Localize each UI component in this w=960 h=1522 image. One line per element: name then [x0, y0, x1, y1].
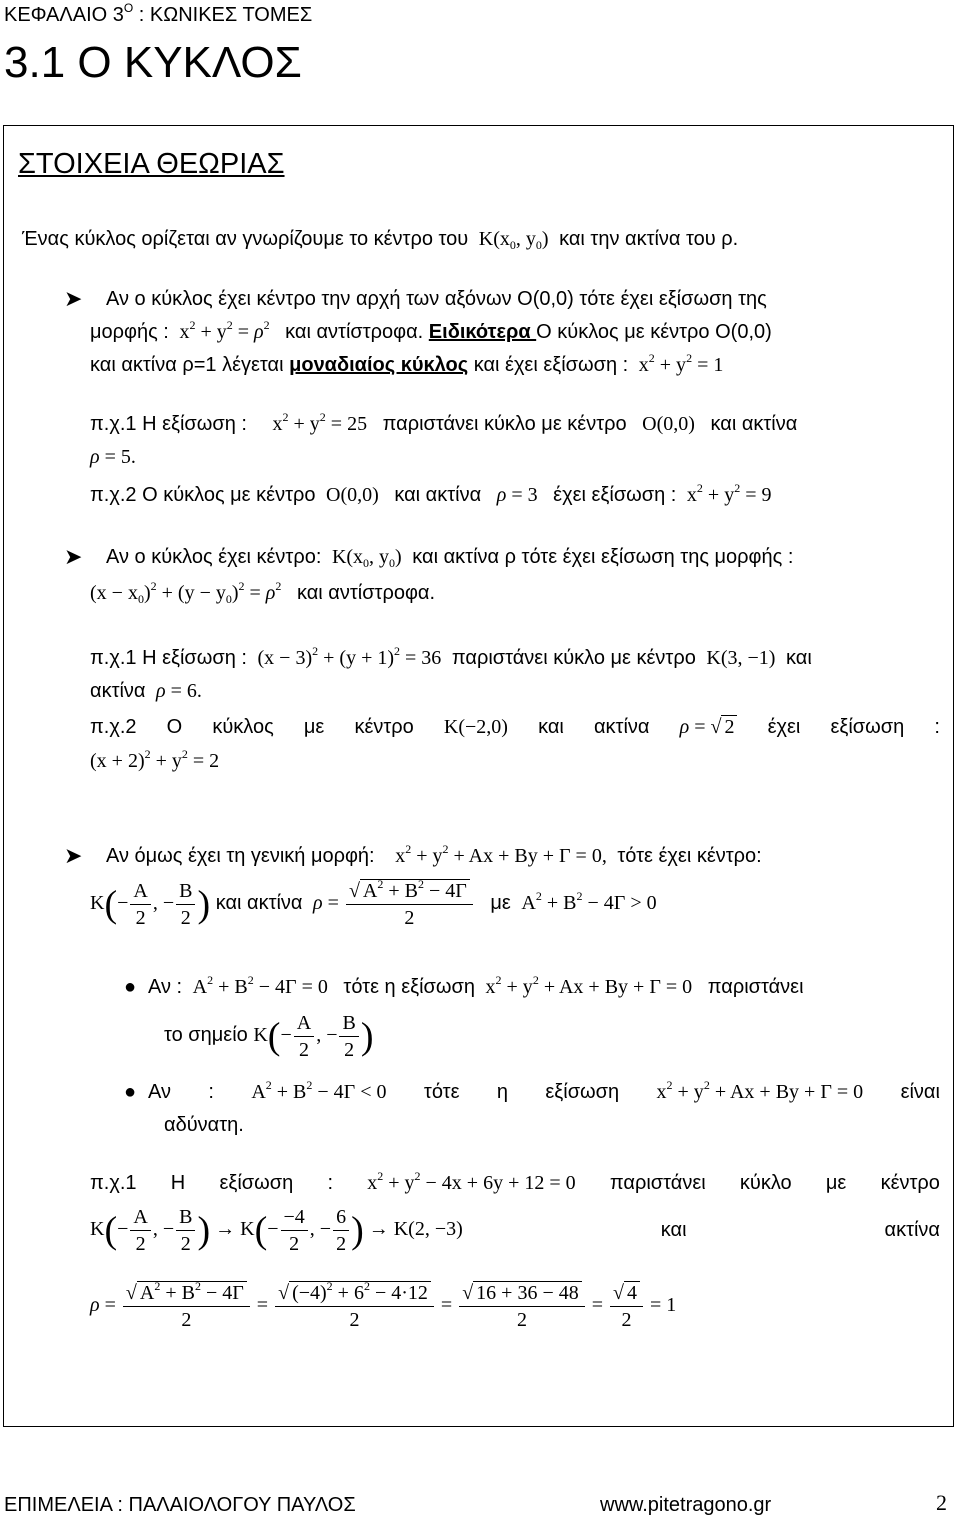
- formula: $A^2 + B^2 - 4\Gamma < 0$: [251, 1078, 387, 1103]
- dot-bullet-icon: ●: [124, 1081, 137, 1103]
- page-number: 2: [936, 1490, 947, 1515]
- formula: K(3, −1): [701, 647, 781, 669]
- example1: [90, 410, 798, 436]
- text: τότε έχει κέντρο:: [617, 845, 762, 867]
- text: Αν όμως έχει τη γενική μορφή:: [106, 845, 375, 867]
- formula: $x^2 + y^2 = 9$: [681, 481, 772, 506]
- formula: $x^2 + y^2 + Ax + By + \Gamma = 0$,: [380, 842, 612, 867]
- formula: $x^2 + y^2 = 25$: [252, 410, 378, 435]
- example5-center: [90, 1206, 940, 1255]
- section-title: 3.1 Ο ΚΥΚΛΟΣ: [4, 38, 302, 87]
- item3-line1: [106, 842, 762, 868]
- text: η: [496, 1081, 508, 1103]
- text: τότε: [423, 1081, 460, 1103]
- text: και ακτίνα: [215, 892, 303, 915]
- text: ακτίνα: [884, 1219, 940, 1241]
- formula: $x^2 + y^2 + Ax + By + \Gamma = 0$: [656, 1078, 864, 1103]
- text: το σημείο: [164, 1024, 248, 1047]
- text: Η: [170, 1172, 186, 1194]
- center-formula: K(− $\frac{A}{2}$ , − $\frac{B}{2}$ ): [90, 880, 211, 929]
- chapter-sup: Ο: [123, 1, 134, 15]
- footer-site[interactable]: www.pitetragono.gr: [600, 1494, 772, 1516]
- text: παριστάνει: [707, 976, 804, 998]
- example5: [90, 1169, 940, 1195]
- example4-formula: $(x + 2)^2 + y^2 = 2$: [90, 747, 220, 772]
- formula: $(x - x_0)^2 + (y - y_0)^2 = \rho^2$: [90, 579, 282, 606]
- text: π.χ.2: [90, 716, 137, 738]
- center-formula: $K(x_0$, $y_0$): [473, 228, 554, 252]
- text: π.χ.2 Ο κύκλος με κέντρο: [90, 484, 316, 506]
- item2-line1: [106, 546, 793, 569]
- text: με: [303, 716, 325, 738]
- formula: ρ = 6.: [156, 680, 202, 702]
- text: και ακτίνα ρ τότε έχει εξίσωση της μορφής :: [412, 546, 794, 568]
- formula: $x^2 + y^2 = \rho^2$: [174, 318, 270, 343]
- text: κέντρο: [880, 1172, 940, 1194]
- formula: O(0,0): [632, 413, 705, 435]
- formula: $(x - 3)^2 + (y + 1)^2 = 36$: [252, 644, 447, 669]
- text: Ο: [166, 716, 183, 738]
- formula: $A^2 + B^2 - 4\Gamma = 0$: [187, 973, 338, 998]
- text: και αντίστροφα.: [285, 321, 424, 343]
- text: π.χ.1 Η εξίσωση :: [90, 413, 247, 435]
- text: και: [786, 647, 812, 669]
- text: ακτίνα: [593, 716, 650, 738]
- emphasis-text: Ειδικότερα: [428, 321, 537, 343]
- chapter-label: ΚΕΦΑΛΑΙΟ 3: [4, 4, 124, 26]
- arrow-bullet-icon: ➤: [64, 843, 83, 868]
- text: και αντίστροφα.: [296, 582, 436, 604]
- example5-radius: ρ = $\frac{√ A^2 + B^2 - 4\Gamma}{2}$ = $\frac{√ (-4)^2 + 6^2 - 4\cdot 12}{2}$ = $\frac{√ 16 + 36 - 48}{2}$ = $\frac{√ 4}{2}$ = 1: [90, 1279, 677, 1331]
- point-formula: K(− $\frac{A}{2}$ , − $\frac{B}{2}$ ): [253, 1012, 374, 1061]
- formula: $x^2 + y^2 + Ax + By + \Gamma = 0$: [480, 973, 703, 998]
- formula: $x^2 + y^2 = 1$: [633, 351, 724, 376]
- text: κέντρο: [354, 716, 414, 738]
- text: :: [327, 1172, 334, 1194]
- text: εξίσωση: [219, 1172, 294, 1194]
- item1-line1: Αν ο κύκλος έχει κέντρο την αρχή των αξόνων Ο(0,0) τότε έχει εξίσωση της: [106, 288, 767, 310]
- chapter-header: [4, 1, 313, 27]
- text: μορφής :: [90, 321, 169, 343]
- emphasis-text: μοναδιαίος κύκλος: [289, 354, 469, 376]
- dot-bullet-icon: ●: [124, 976, 137, 998]
- intro-text: Ένας κύκλος ορίζεται αν γνωρίζουμε το κέντρο του: [22, 228, 469, 250]
- text: εξίσωση: [830, 716, 905, 738]
- text: τότε η εξίσωση: [343, 976, 475, 998]
- text: κύκλος: [212, 716, 274, 738]
- example4: [90, 716, 940, 739]
- item1-line2: [90, 318, 772, 344]
- arrow-bullet-icon: ➤: [64, 286, 83, 311]
- formula: K(−2,0): [443, 716, 508, 738]
- formula: ρ = 3: [496, 484, 548, 506]
- text: :: [934, 716, 940, 738]
- text: παριστάνει κύκλο με κέντρο: [382, 413, 627, 435]
- text: και ακτίνα: [710, 413, 798, 435]
- bullet1-line1: [148, 973, 804, 999]
- text: και: [538, 716, 564, 738]
- text: π.χ.1: [90, 1172, 137, 1194]
- text: και: [660, 1219, 687, 1241]
- example3-radius: [90, 680, 202, 703]
- arrow-bullet-icon: ➤: [64, 544, 83, 569]
- text: παριστάνει κύκλο με κέντρο: [451, 647, 696, 669]
- formula: $x^2 + y^2 - 4x + 6y + 12 = 0$: [367, 1169, 576, 1194]
- radius-formula: ρ = $\frac{√ A^2 + B^2 - 4\Gamma}{2}$: [308, 892, 485, 914]
- item3-line2: [90, 877, 657, 929]
- theory-heading: ΣΤΟΙΧΕΙΑ ΘΕΩΡΙΑΣ: [18, 148, 285, 180]
- text: Αν :: [148, 976, 183, 998]
- item2-line2: [90, 579, 436, 606]
- text: π.χ.1 Η εξίσωση :: [90, 647, 247, 669]
- text: :: [208, 1081, 214, 1103]
- footer-author: ΕΠΙΜΕΛΕΙΑ : ΠΑΛΑΙΟΛΟΓΟΥ ΠΑΥΛΟΣ: [4, 1494, 356, 1516]
- bullet2-line1: [148, 1078, 940, 1104]
- chapter-title: : ΚΩΝΙΚΕΣ ΤΟΜΕΣ: [133, 4, 313, 26]
- text: με: [490, 892, 511, 915]
- text: και ακτίνα: [394, 484, 482, 506]
- text: έχει: [767, 716, 801, 738]
- text: εξίσωση: [545, 1081, 620, 1103]
- text: με: [825, 1172, 847, 1194]
- text: Αν: [148, 1081, 171, 1103]
- text: είναι: [900, 1081, 940, 1103]
- example1-radius: ρ = 5.: [90, 446, 136, 468]
- text: έχει εξίσωση :: [553, 484, 677, 506]
- intro-text-2: και την ακτίνα του ρ.: [559, 228, 739, 250]
- condition-formula: $A^2 + B^2 - 4\Gamma > 0$: [516, 889, 657, 915]
- intro-line: [22, 228, 738, 251]
- text: παριστάνει: [609, 1172, 706, 1194]
- formula: O(0,0): [321, 484, 389, 506]
- text: και έχει εξίσωση :: [473, 354, 629, 376]
- item1-line3: [90, 351, 724, 377]
- text: ακτίνα: [90, 680, 146, 702]
- text: Ο κύκλος με κέντρο Ο(0,0): [536, 321, 772, 343]
- text: κύκλο: [739, 1172, 792, 1194]
- bullet1-line2: [164, 1012, 373, 1061]
- formula: ρ = √ 2: [680, 716, 738, 739]
- formula: $K(x_0$, $y_0$): [326, 546, 407, 570]
- text: και ακτίνα ρ=1 λέγεται: [90, 354, 284, 376]
- bullet2-line2: αδύνατη.: [164, 1114, 244, 1136]
- example2: [90, 481, 772, 507]
- center-formula: K(− $\frac{A}{2}$ , − $\frac{B}{2}$ ) → K(− $\frac{-4}{2}$ , − $\frac{6}{2}$ ) → K(2, −3): [90, 1206, 463, 1255]
- text: Αν ο κύκλος έχει κέντρο:: [106, 546, 322, 568]
- example3: [90, 644, 812, 670]
